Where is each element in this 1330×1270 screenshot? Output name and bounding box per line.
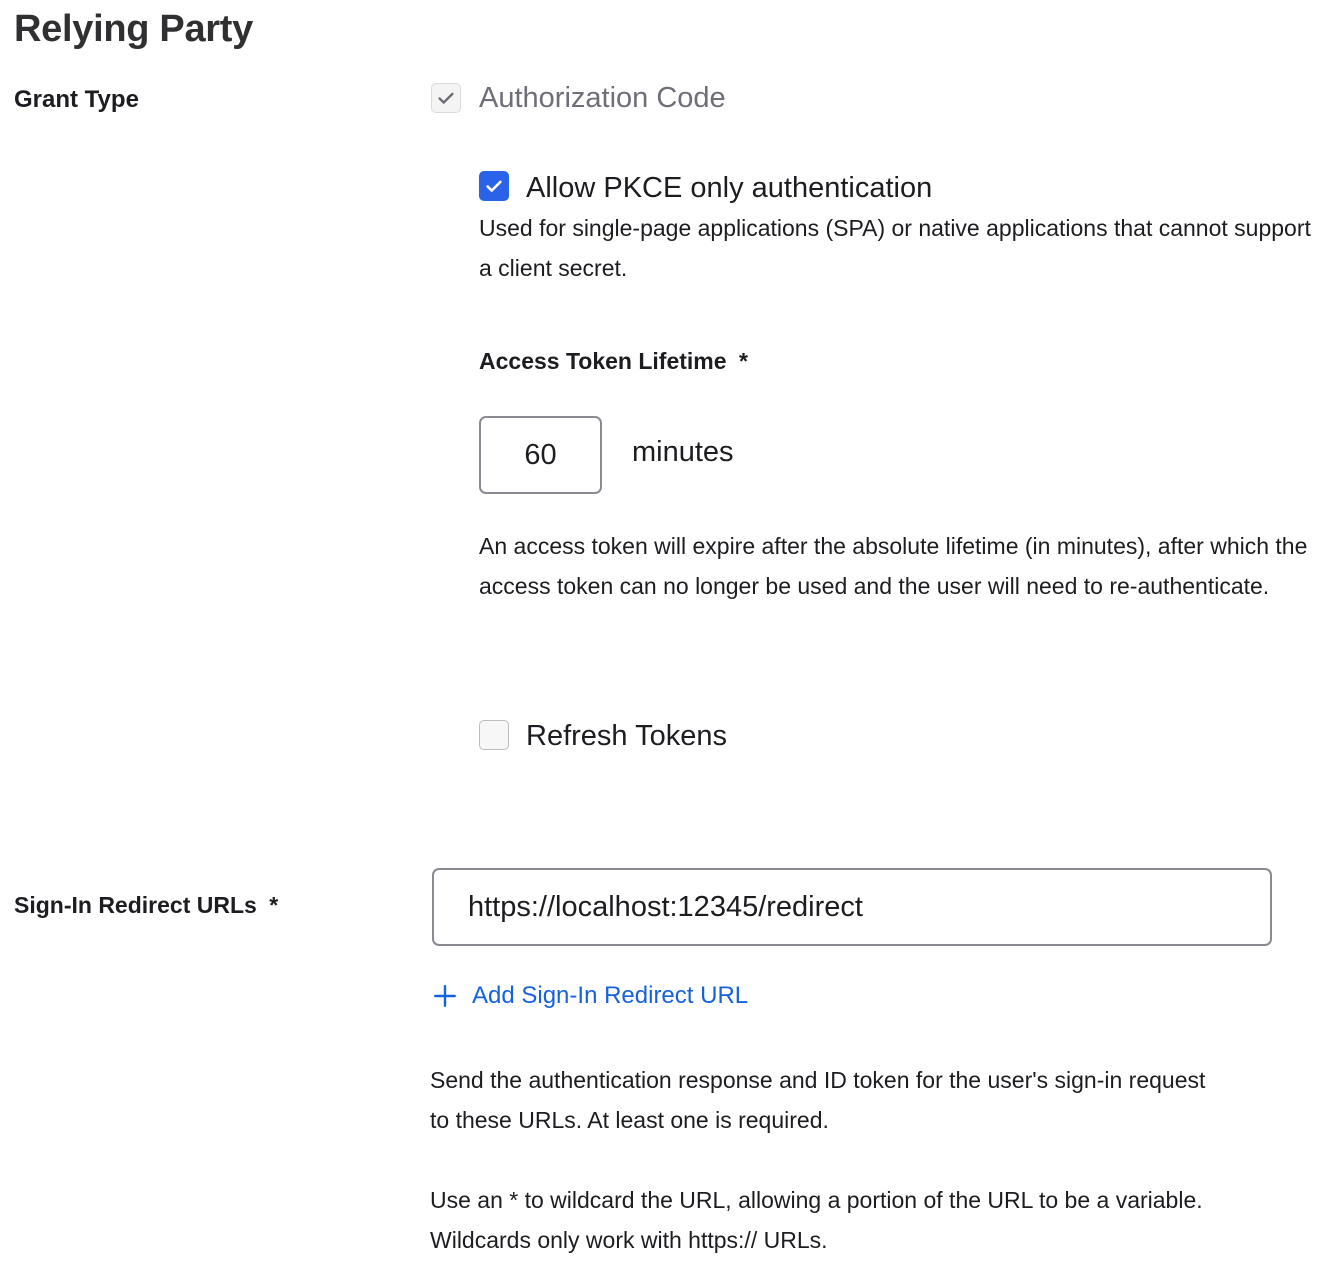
redirect-urls-label-text: Sign-In Redirect URLs	[14, 892, 257, 918]
required-marker: *	[738, 348, 748, 374]
refresh-tokens-label: Refresh Tokens	[526, 720, 727, 752]
access-token-lifetime-description: An access token will expire after the absolute lifetime (in minutes), after which the access token can no longer be used and the user will need to re-authenticate.	[479, 533, 1308, 599]
redirect-description-2: Use an * to wildcard the URL, allowing a portion of the URL to be a variable. Wildcards only work with https:// URLs.	[430, 1187, 1203, 1253]
access-token-lifetime-label-text: Access Token Lifetime	[479, 348, 727, 374]
required-marker: *	[269, 892, 279, 918]
check-icon	[435, 87, 457, 109]
redirect-urls-label	[14, 892, 278, 919]
pkce-label: Allow PKCE only authentication	[526, 172, 933, 204]
plus-icon	[432, 983, 458, 1009]
authorization-code-label: Authorization Code	[479, 82, 726, 114]
add-redirect-url-label: Add Sign-In Redirect URL	[472, 982, 749, 1009]
access-token-lifetime-input[interactable]: 60	[479, 416, 602, 494]
redirect-description-1: Send the authentication response and ID token for the user's sign-in request to these URLs. At least one is required.	[430, 1067, 1206, 1133]
access-token-lifetime-unit: minutes	[632, 436, 734, 468]
add-redirect-url-link[interactable]	[432, 982, 748, 1010]
redirect-url-input[interactable]: https://localhost:12345/redirect	[432, 868, 1272, 946]
access-token-lifetime-label	[479, 348, 748, 375]
grant-type-label: Grant Type	[14, 86, 139, 113]
page-title: Relying Party	[14, 8, 253, 50]
pkce-checkbox[interactable]	[479, 171, 509, 201]
check-icon	[483, 175, 505, 197]
refresh-tokens-checkbox[interactable]	[479, 720, 509, 750]
authorization-code-checkbox[interactable]	[431, 83, 461, 113]
pkce-description: Used for single-page applications (SPA) or native applications that cannot support a client secret.	[479, 215, 1311, 281]
